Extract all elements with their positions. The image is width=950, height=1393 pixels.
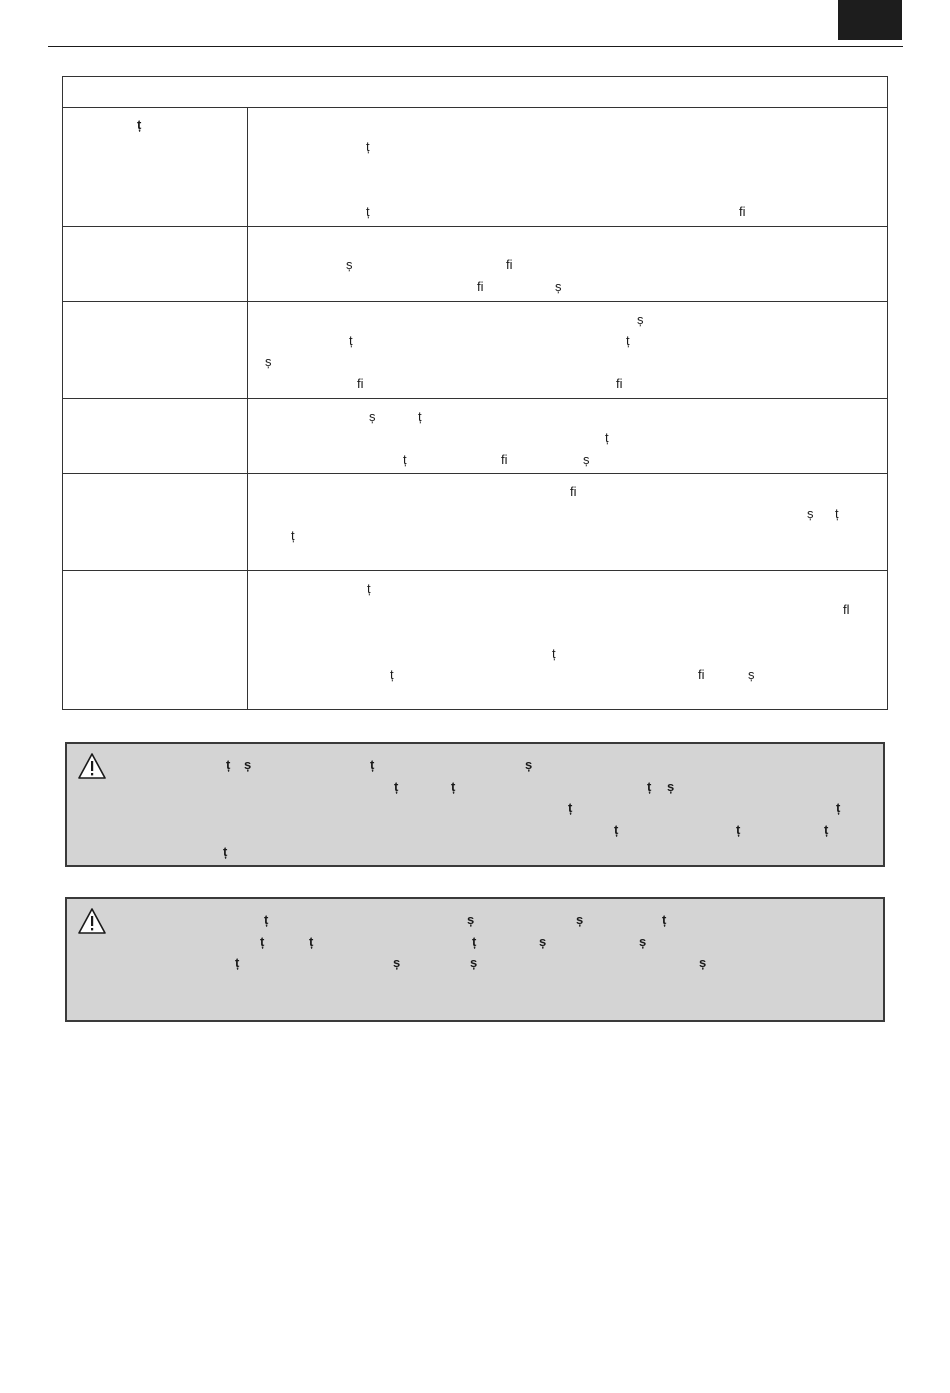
table-cell-text: ﬁ	[616, 376, 623, 391]
table-cell-text: ﬁ	[477, 279, 484, 294]
table-cell-text: ș	[555, 279, 562, 294]
warning-box	[65, 742, 885, 867]
table-cell-text: ț	[626, 333, 630, 348]
warning-text: ț	[394, 779, 399, 794]
warning-text: ț	[662, 912, 667, 927]
table-cell-text: ﬁ	[357, 376, 364, 391]
warning-text: ț	[370, 757, 375, 772]
warning-text: ț	[647, 779, 652, 794]
warning-text: ț	[568, 800, 573, 815]
table-cell-text: ț	[366, 204, 370, 219]
warning-triangle-icon	[77, 752, 107, 780]
table-cell-text: ﬁ	[570, 484, 577, 499]
table-cell-text: ﬁ	[501, 452, 508, 467]
warning-text: ț	[309, 934, 314, 949]
table-cell-text: ﬁ	[506, 257, 513, 272]
table-cell-text: ș	[748, 667, 755, 682]
warning-text: ț	[226, 757, 231, 772]
table-cell-text: ț	[605, 430, 609, 445]
warning-text: ț	[824, 822, 829, 837]
warning-text: ș	[470, 955, 478, 970]
table-cell-text: ț	[390, 667, 394, 682]
table-cell-text: ș	[346, 257, 353, 272]
row-divider	[63, 398, 887, 399]
warning-text: ț	[260, 934, 265, 949]
warning-text: ș	[639, 934, 647, 949]
warning-text: ș	[244, 757, 252, 772]
page-number-tab	[838, 0, 902, 40]
table-cell-text: ț	[835, 506, 839, 521]
warning-triangle-icon	[77, 907, 107, 935]
warning-text: ț	[472, 934, 477, 949]
warning-text: ș	[667, 779, 675, 794]
warning-text: ț	[223, 844, 228, 859]
table-cell-text: ﬂ	[843, 602, 850, 617]
table-cell-text: ț	[367, 581, 371, 596]
table-cell-text: ț	[418, 409, 422, 424]
warning-text: ș	[699, 955, 707, 970]
table-row-label: ț	[137, 117, 142, 132]
warning-text: ș	[539, 934, 547, 949]
spec-table	[62, 76, 888, 710]
warning-text: ș	[393, 955, 401, 970]
table-cell-text: ț	[366, 139, 370, 154]
table-cell-text: ﬁ	[698, 667, 705, 682]
table-cell-text: ț	[291, 528, 295, 543]
row-divider	[63, 301, 887, 302]
row-divider	[63, 226, 887, 227]
header-rule	[48, 46, 903, 47]
table-cell-text: ț	[349, 333, 353, 348]
warning-text: ș	[576, 912, 584, 927]
warning-text: ș	[467, 912, 475, 927]
table-cell-text: ț	[403, 452, 407, 467]
warning-text: ț	[736, 822, 741, 837]
warning-text: ț	[264, 912, 269, 927]
table-cell-text: ț	[552, 646, 556, 661]
warning-text: ș	[525, 757, 533, 772]
table-cell-text: ș	[265, 354, 272, 369]
table-cell-text: ﬁ	[739, 204, 746, 219]
warning-text: ț	[451, 779, 456, 794]
table-cell-text: ș	[637, 312, 644, 327]
warning-text: ț	[235, 955, 240, 970]
row-divider	[63, 570, 887, 571]
row-divider	[63, 473, 887, 474]
table-column-divider	[247, 108, 248, 709]
table-cell-text: ș	[369, 409, 376, 424]
table-cell-text: ș	[807, 506, 814, 521]
table-header-divider	[63, 107, 887, 108]
warning-text: ț	[614, 822, 619, 837]
table-cell-text: ș	[583, 452, 590, 467]
warning-text: ț	[836, 800, 841, 815]
